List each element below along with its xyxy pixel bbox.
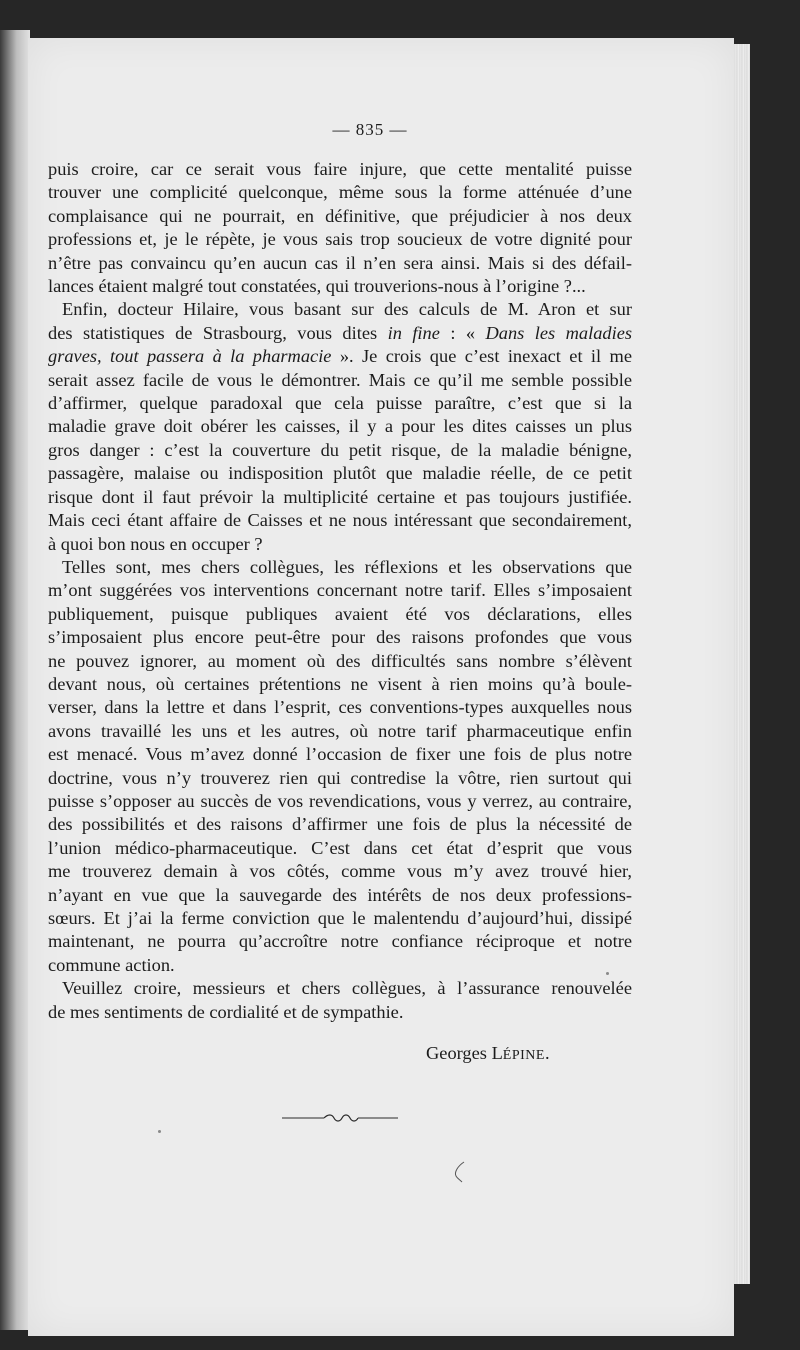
text-run: sœurs. Et j’ai la ferme conviction que le malentendu d’aujourd’hui, dissipé [48,908,632,928]
text-line [48,907,632,930]
text-run: de mes sentiments de cordialité et de sympathie. [48,1001,404,1022]
text-run: avons travaillé les uns et les autres, où notre tarif pharmaceutique enfin [48,720,632,741]
text-run: m’ont suggérées vos interventions concernant notre tarif. Elles s’imposaient [48,580,632,601]
text-run: trouver une complicité quelconque, même sous la forme atténuée d’une [48,182,632,203]
text-line [48,837,632,860]
text-line [48,673,632,696]
text-line [48,486,632,509]
text-line [48,158,632,181]
text-run: Veuillez croire, messieurs et chers collègues, à l’assurance renouvelée [62,978,632,999]
letter-body [48,158,632,1024]
text-run: des statistiques de Strasbourg, vous dites [48,322,388,343]
text-run: publiquement, puisque publiques avaient été vos déclarations, elles [48,603,632,624]
text-run: passagère, malaise ou indisposition plutôt que maladie réelle, de ce petit [48,463,632,484]
text-run: l’union médico-pharmaceutique. C’est dans cet état d’esprit que vous [48,837,632,858]
paper-speck [606,972,609,975]
text-line [48,298,632,321]
text-line [48,369,632,392]
text-line [48,603,632,626]
text-run: verser, dans la lettre et dans l’esprit, ces conventions-types auxquelles nous [48,697,632,718]
italic-text: in fine [387,322,440,343]
text-line [48,977,632,1000]
text-line [48,322,632,345]
text-run: s’imposaient plus encore peut-être pour des raisons profondes que vous [48,627,632,648]
pencil-mark [448,1158,472,1186]
text-line [48,556,632,579]
closing-ornament [282,1112,398,1124]
text-run: complaisance qui ne pourrait, en définitive, que préjudicier à nos deux [48,205,632,226]
text-line [48,579,632,602]
text-line [48,860,632,883]
text-line [48,930,632,953]
text-line [48,415,632,438]
text-line [48,345,632,368]
text-line [48,439,632,462]
italic-text: graves, tout passera à la pharmacie [48,346,332,367]
text-run: puisse s’opposer au succès de vos revendications, vous y verrez, au contraire, [48,790,632,811]
text-run: est menacé. Vous m’avez donné l’occasion de fixer une fois de plus notre [48,744,632,765]
text-line [48,720,632,743]
text-run: puis croire, car ce serait vous faire injure, que cette mentalité puisse [48,159,632,179]
text-run: Enfin, docteur Hilaire, vous basant sur des calculs de M. Aron et sur [62,299,632,320]
text-run: ne pouvez ignorer, au moment où des difficultés sans nombre s’élèvent [48,650,632,671]
text-line [48,790,632,813]
text-run: : « [439,322,486,343]
text-line [48,462,632,485]
text-line [48,884,632,907]
text-run: d’affirmer, quelque paradoxal que cela puisse paraître, c’est que si la [48,393,632,414]
text-line [48,205,632,228]
text-run: risque dont il faut prévoir la multiplicité certaine et pas toujours justifiée. [48,486,632,507]
text-line [48,813,632,836]
text-run: lances étaient malgré tout constatées, qui trouverions-nous à l’origine ?... [48,276,586,297]
text-run: serait assez facile de vous le démontrer. Mais ce qu’il me semble possible [48,369,632,390]
text-run: maintenant, ne pourra qu’accroître notre confiance réciproque et notre [48,931,632,952]
text-run: commune action. [48,954,175,975]
text-line [48,696,632,719]
text-run: n’ayant en vue que la sauvegarde des intérêts de nos deux professions- [48,884,632,905]
text-line [48,650,632,673]
text-line [48,181,632,204]
text-line [48,954,632,977]
text-run: à quoi bon nous en occuper ? [48,533,263,554]
text-run: maladie grave doit obérer les caisses, il y a pour les dites caisses un plus [48,416,632,437]
text-line [48,275,632,298]
text-line [48,509,632,532]
signature-last-name: LÉPINE. [491,1043,550,1063]
text-run: doctrine, vous n’y trouverez rien qui contredise la vôtre, rien surtout qui [48,767,632,788]
page-number: — 835 — [332,120,408,139]
adjacent-page-edge [0,30,30,1330]
text-run: n’être pas convaincu qu’en aucun cas il n’en sera ainsi. Mais si des défail- [48,252,632,273]
text-line [48,533,632,556]
signature [426,1043,550,1064]
text-line [48,626,632,649]
text-line [48,767,632,790]
paper-speck [158,1130,161,1133]
text-run: me trouverez demain à vos côtés, comme vous m’y avez trouvé hier, [48,861,632,882]
text-line [48,252,632,275]
text-line [48,1001,632,1024]
text-line [48,228,632,251]
italic-text: Dans les maladies [485,322,633,343]
text-run: Telles sont, mes chers collègues, les réflexions et les observations que [62,556,632,577]
text-line [48,392,632,415]
text-run: ». Je crois que c’est inexact et il me [331,346,632,367]
text-run: devant nous, où certaines prétentions ne visent à rien moins qu’à boule- [48,673,632,694]
text-line [48,743,632,766]
signature-first-name: Georges [426,1043,487,1063]
text-run: Mais ceci étant affaire de Caisses et ne nous intéressant que secondairement, [48,510,632,531]
text-run: des possibilités et des raisons d’affirmer une fois de plus la nécessité de [48,814,632,835]
text-run: gros danger : c’est la couverture du petit risque, de la maladie bénigne, [48,439,632,460]
text-run: professions et, je le répète, je vous sais trop soucieux de votre dignité pour [48,229,632,250]
